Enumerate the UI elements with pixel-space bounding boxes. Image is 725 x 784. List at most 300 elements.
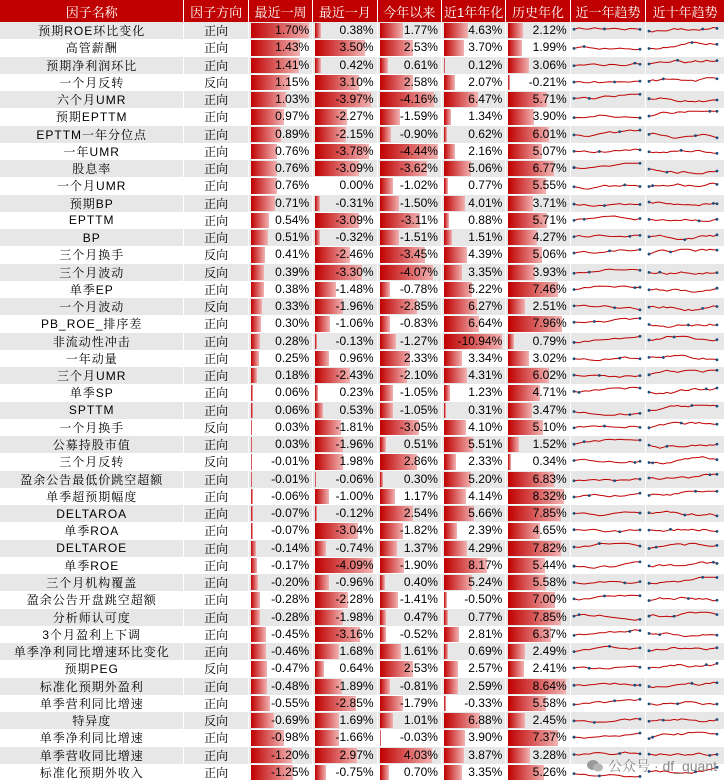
value-ytd: 4.03% — [403, 747, 438, 762]
cell-week — [248, 281, 312, 298]
cell-1y-trend — [570, 471, 646, 488]
value-week: 0.03% — [275, 437, 310, 451]
bar-month — [315, 472, 316, 487]
cell-week — [248, 591, 312, 608]
cell-ytd — [377, 574, 441, 591]
cell-1y-trend — [570, 22, 646, 39]
header-1y-trend[interactable]: 近一年趋势 — [570, 0, 646, 22]
cell-hist — [506, 246, 570, 263]
cell-month — [313, 229, 377, 246]
sparkline-1y-marker-2 — [618, 130, 621, 133]
value-y1: 3.35% — [468, 264, 503, 279]
sparkline-1y-marker-0 — [572, 202, 575, 205]
cell-month — [313, 108, 377, 125]
sparkline-10y — [646, 574, 720, 591]
sparkline-10y-marker-2 — [694, 134, 697, 137]
cell-y1 — [441, 212, 505, 229]
value-ytd: 0.70% — [403, 764, 438, 779]
sparkline-1y-line — [574, 203, 640, 206]
cell-1y-trend — [570, 557, 646, 574]
sparkline-10y-line — [649, 753, 717, 755]
cell-month — [313, 678, 377, 695]
value-hist: 3.90% — [532, 109, 567, 124]
factor-direction: 正向 — [184, 367, 248, 384]
sparkline-1y-marker-2 — [588, 667, 591, 670]
sparkline-10y-marker-1 — [716, 99, 719, 102]
value-month: -0.13% — [335, 333, 374, 348]
sparkline-1y-marker-1 — [638, 732, 641, 735]
sparkline-10y-line — [649, 150, 717, 153]
sparkline-1y — [571, 660, 643, 677]
cell-1y-trend — [570, 574, 646, 591]
sparkline-1y — [571, 22, 643, 39]
bar-y1 — [444, 679, 458, 694]
value-month: 2.97% — [339, 747, 374, 762]
bar-y1 — [444, 765, 462, 780]
sparkline-10y-marker-1 — [716, 27, 719, 30]
table-row — [0, 91, 725, 108]
sparkline-1y-marker-2 — [613, 81, 616, 84]
cell-month — [313, 350, 377, 367]
sparkline-1y-marker-2 — [608, 250, 611, 253]
bar-hist — [508, 661, 524, 676]
sparkline-1y — [571, 505, 643, 522]
cell-1y-trend — [570, 160, 646, 177]
header-1y-annualized[interactable]: 近1年年化 — [441, 0, 505, 22]
sparkline-10y-marker-1 — [716, 530, 719, 533]
header-row — [0, 0, 725, 22]
value-week: -0.46% — [271, 644, 310, 658]
value-y1: 2.39% — [468, 523, 503, 538]
factor-name: 一个月波动 — [0, 298, 184, 315]
value-y1: 0.12% — [468, 57, 503, 72]
cell-week — [248, 160, 312, 177]
cell-week — [248, 57, 312, 74]
factor-direction: 正向 — [184, 315, 248, 332]
factor-name: 特异度 — [0, 712, 184, 729]
cell-hist — [506, 695, 570, 712]
sparkline-10y-marker-2 — [687, 597, 690, 600]
sparkline-10y-marker-2 — [712, 202, 715, 205]
sparkline-1y-marker-1 — [638, 426, 641, 429]
sparkline-10y-marker-0 — [648, 356, 651, 359]
sparkline-10y-marker-2 — [659, 270, 662, 273]
value-hist: 0.34% — [532, 454, 567, 469]
value-y1: 4.29% — [468, 540, 503, 555]
sparkline-1y — [571, 384, 643, 401]
sparkline-1y-marker-1 — [638, 544, 641, 547]
factor-direction: 正向 — [184, 488, 248, 505]
sparkline-10y-marker-1 — [716, 305, 719, 308]
watermark — [586, 756, 717, 776]
bar-week — [251, 575, 258, 590]
bar-ytd — [380, 575, 385, 590]
sparkline-1y-marker-1 — [638, 629, 641, 632]
sparkline-10y-line — [649, 98, 717, 102]
sparkline-1y — [571, 108, 643, 125]
sparkline-10y-marker-1 — [716, 234, 719, 237]
sparkline-10y-marker-2 — [687, 324, 690, 327]
bar-y1 — [444, 592, 447, 607]
sparkline-1y-marker-2 — [572, 166, 575, 169]
sparkline-10y-marker-2 — [691, 41, 694, 44]
table-row — [0, 453, 725, 470]
bar-ytd — [380, 334, 397, 349]
factor-name: 非流动性冲击 — [0, 333, 184, 350]
bar-ytd — [380, 58, 388, 73]
value-hist: 2.51% — [532, 299, 567, 313]
bar-y1 — [444, 696, 446, 711]
sparkline-10y-line — [649, 60, 717, 64]
sparkline-10y — [646, 264, 720, 281]
sparkline-1y-marker-2 — [628, 413, 631, 416]
sparkline-10y-marker-1 — [716, 562, 719, 565]
value-hist: 7.37% — [532, 730, 567, 745]
sparkline-1y-marker-1 — [638, 335, 641, 338]
sparkline-1y-line — [574, 115, 640, 118]
sparkline-10y-marker-1 — [716, 702, 719, 705]
cell-ytd — [377, 643, 441, 660]
bar-week — [251, 558, 257, 573]
watermark-text: 公众号 · df_quant — [608, 758, 717, 774]
cell-week — [248, 747, 312, 764]
value-month: 0.23% — [339, 385, 374, 400]
bar-hist — [508, 454, 510, 469]
sparkline-10y — [646, 74, 720, 91]
sparkline-10y-marker-1 — [716, 544, 719, 547]
value-month: 0.96% — [339, 350, 374, 365]
bar-ytd — [380, 592, 398, 607]
sparkline-10y-marker-1 — [716, 358, 719, 361]
cell-month — [313, 643, 377, 660]
cell-hist — [506, 229, 570, 246]
table-body — [0, 22, 725, 781]
cell-week — [248, 729, 312, 746]
cell-month — [313, 195, 377, 212]
bar-y1 — [444, 196, 465, 211]
value-week: 1.43% — [275, 40, 310, 55]
sparkline-1y-marker-2 — [588, 270, 591, 273]
sparkline-10y-marker-0 — [648, 62, 651, 65]
cell-10y-trend — [646, 22, 725, 39]
factor-name: 单季EP — [0, 281, 184, 298]
value-hist: 5.55% — [532, 178, 567, 193]
bar-ytd — [380, 679, 391, 694]
cell-hist — [506, 419, 570, 436]
header-hist-annualized[interactable]: 历史年化 — [506, 0, 570, 22]
sparkline-1y-marker-0 — [572, 390, 575, 393]
cell-10y-trend — [646, 471, 725, 488]
factor-name: 一年UMR — [0, 143, 184, 160]
sparkline-10y — [646, 91, 720, 108]
value-hist: 7.85% — [532, 506, 567, 520]
cell-month — [313, 91, 377, 108]
cell-hist — [506, 402, 570, 419]
sparkline-1y-marker-0 — [572, 443, 575, 446]
factor-name: 三个月波动 — [0, 264, 184, 281]
bar-week — [251, 334, 261, 349]
sparkline-10y-marker-1 — [716, 647, 719, 650]
sparkline-10y-line — [649, 202, 717, 206]
value-hist: 6.02% — [532, 368, 567, 382]
header-direction[interactable]: 因子方向 — [184, 0, 248, 22]
cell-y1 — [441, 540, 505, 557]
cell-hist — [506, 126, 570, 143]
value-y1: -10.94% — [457, 333, 503, 348]
cell-10y-trend — [646, 350, 725, 367]
sparkline-1y — [571, 212, 643, 229]
sparkline-10y-line — [649, 719, 717, 722]
sparkline-10y-marker-1 — [716, 43, 719, 46]
sparkline-1y-marker-2 — [572, 565, 575, 568]
factor-direction: 正向 — [184, 160, 248, 177]
factor-name: BP — [0, 229, 184, 246]
sparkline-10y-marker-0 — [648, 494, 651, 497]
sparkline-10y — [646, 488, 720, 505]
cell-ytd — [377, 419, 441, 436]
cell-week — [248, 471, 312, 488]
table-row — [0, 626, 725, 643]
bar-ytd — [380, 178, 393, 193]
bar-y1 — [444, 730, 465, 745]
bar-hist — [508, 351, 528, 366]
value-ytd: -1.79% — [399, 695, 438, 710]
bar-hist — [508, 58, 529, 73]
factor-direction: 正向 — [184, 505, 248, 522]
bar-ytd — [380, 627, 387, 642]
sparkline-1y-line — [574, 614, 640, 620]
value-ytd: -1.59% — [399, 109, 438, 124]
cell-1y-trend — [570, 591, 646, 608]
value-week: 1.15% — [275, 74, 310, 89]
cell-month — [313, 281, 377, 298]
table-row — [0, 350, 725, 367]
factor-direction: 正向 — [184, 557, 248, 574]
sparkline-10y-marker-1 — [716, 183, 719, 186]
value-ytd: -1.51% — [399, 230, 438, 244]
value-ytd: -0.03% — [399, 730, 438, 745]
factor-direction: 反向 — [184, 246, 248, 263]
cell-hist — [506, 626, 570, 643]
sparkline-1y — [571, 126, 643, 143]
bar-ytd — [380, 282, 390, 297]
cell-1y-trend — [570, 729, 646, 746]
bar-hist — [508, 644, 525, 659]
sparkline-1y-marker-0 — [572, 47, 575, 50]
sparkline-1y-marker-1 — [638, 93, 641, 96]
table-row — [0, 108, 725, 125]
sparkline-1y-marker-2 — [582, 218, 585, 221]
header-week[interactable]: 最近一周 — [248, 0, 312, 22]
sparkline-10y-marker-0 — [648, 720, 651, 723]
sparkline-1y-marker-1 — [638, 128, 641, 131]
cell-month — [313, 764, 377, 781]
sparkline-1y-marker-2 — [638, 117, 641, 120]
sparkline-1y-marker-0 — [572, 305, 575, 308]
bar-hist — [508, 403, 531, 418]
sparkline-1y-marker-1 — [638, 618, 641, 621]
value-week: -0.28% — [271, 609, 310, 624]
bar-hist — [508, 437, 518, 452]
sparkline-1y-marker-0 — [572, 81, 575, 84]
value-y1: 0.62% — [468, 126, 503, 141]
value-month: -1.06% — [335, 316, 374, 331]
bar-week — [251, 696, 270, 711]
sparkline-10y — [646, 695, 720, 712]
bar-y1 — [444, 230, 452, 245]
sparkline-1y-marker-0 — [572, 703, 575, 706]
sparkline-10y-marker-1 — [716, 662, 719, 665]
header-month[interactable]: 最近一月 — [313, 0, 377, 22]
value-ytd: 2.58% — [403, 74, 438, 89]
cell-hist — [506, 660, 570, 677]
cell-month — [313, 712, 377, 729]
value-ytd: -1.41% — [399, 592, 438, 607]
sparkline-1y — [571, 298, 643, 315]
sparkline-1y-marker-2 — [633, 683, 636, 686]
cell-week — [248, 764, 312, 781]
value-ytd: -1.02% — [399, 178, 438, 193]
factor-name: 标准化预期外收入 — [0, 764, 184, 781]
value-ytd: 0.30% — [403, 471, 438, 486]
sparkline-1y — [571, 436, 643, 453]
sparkline-10y-marker-2 — [716, 287, 719, 290]
cell-1y-trend — [570, 126, 646, 143]
bar-month — [315, 23, 320, 38]
cell-ytd — [377, 729, 441, 746]
value-month: -0.06% — [335, 471, 374, 486]
header-ytd[interactable]: 今年以来 — [377, 0, 441, 22]
sparkline-1y-marker-0 — [572, 252, 575, 255]
cell-ytd — [377, 212, 441, 229]
cell-y1 — [441, 22, 505, 39]
factor-direction: 正向 — [184, 91, 248, 108]
cell-hist — [506, 609, 570, 626]
sparkline-10y — [646, 108, 720, 125]
cell-week — [248, 143, 312, 160]
cell-ytd — [377, 488, 441, 505]
cell-ytd — [377, 315, 441, 332]
sparkline-1y-marker-2 — [633, 286, 636, 289]
sparkline-1y-marker-0 — [572, 529, 575, 532]
value-hist: 5.06% — [532, 247, 567, 262]
cell-hist — [506, 384, 570, 401]
bar-y1 — [444, 23, 469, 38]
sparkline-1y — [571, 315, 643, 332]
sparkline-10y-marker-2 — [680, 149, 683, 152]
bar-week — [251, 472, 252, 487]
cell-week — [248, 212, 312, 229]
value-hist: 5.58% — [532, 695, 567, 710]
value-month: -0.32% — [335, 230, 374, 244]
cell-ytd — [377, 333, 441, 350]
bar-y1 — [444, 58, 445, 73]
value-y1: 6.64% — [468, 316, 503, 331]
bar-y1 — [444, 541, 467, 556]
bar-hist — [508, 75, 509, 90]
bar-ytd — [380, 437, 387, 452]
bar-week — [251, 196, 275, 211]
sparkline-10y — [646, 367, 720, 384]
sparkline-1y — [571, 540, 643, 557]
sparkline-10y-marker-2 — [677, 59, 680, 62]
value-week: 0.30% — [275, 316, 310, 331]
sparkline-10y-marker-2 — [712, 561, 715, 564]
factor-direction: 正向 — [184, 643, 248, 660]
sparkline-1y-marker-0 — [572, 410, 575, 413]
value-hist: 5.71% — [532, 212, 567, 227]
cell-week — [248, 436, 312, 453]
bar-month — [315, 661, 324, 676]
value-ytd: -3.62% — [399, 161, 438, 175]
value-hist: 7.46% — [532, 281, 567, 296]
header-factor-name[interactable]: 因子名称 — [0, 0, 184, 22]
cell-hist — [506, 195, 570, 212]
cell-10y-trend — [646, 74, 725, 91]
sparkline-1y-marker-0 — [572, 288, 575, 291]
sparkline-10y — [646, 626, 720, 643]
sparkline-10y-marker-2 — [673, 335, 676, 338]
cell-month — [313, 522, 377, 539]
cell-week — [248, 298, 312, 315]
sparkline-1y-marker-2 — [628, 630, 631, 633]
value-hist: 5.26% — [532, 764, 567, 779]
cell-ytd — [377, 678, 441, 695]
cell-y1 — [441, 281, 505, 298]
value-hist: 4.65% — [532, 523, 567, 538]
sparkline-1y-marker-1 — [638, 234, 641, 237]
cell-y1 — [441, 177, 505, 194]
cell-1y-trend — [570, 91, 646, 108]
bar-week — [251, 282, 264, 297]
sparkline-10y — [646, 402, 720, 419]
cell-month — [313, 747, 377, 764]
factor-direction: 反向 — [184, 453, 248, 470]
bar-ytd — [380, 541, 398, 556]
table-row — [0, 195, 725, 212]
cell-y1 — [441, 384, 505, 401]
factor-direction: 反向 — [184, 74, 248, 91]
sparkline-1y-line — [574, 530, 640, 533]
sparkline-1y-line — [574, 752, 640, 755]
cell-month — [313, 367, 377, 384]
sparkline-10y-marker-0 — [648, 444, 651, 447]
factor-direction: 正向 — [184, 626, 248, 643]
sparkline-1y-line — [574, 357, 640, 361]
sparkline-10y-marker-2 — [669, 251, 672, 254]
value-month: 1.98% — [339, 454, 374, 469]
value-week: 0.39% — [275, 264, 310, 279]
cell-month — [313, 22, 377, 39]
sparkline-10y-marker-2 — [659, 633, 662, 636]
cell-month — [313, 264, 377, 281]
cell-ytd — [377, 402, 441, 419]
cell-10y-trend — [646, 298, 725, 315]
sparkline-10y-line — [649, 457, 717, 464]
sparkline-10y — [646, 643, 720, 660]
sparkline-1y-line — [574, 460, 640, 464]
bar-week — [251, 161, 277, 176]
value-hist: 3.71% — [532, 195, 567, 210]
bar-week — [251, 420, 252, 435]
cell-week — [248, 74, 312, 91]
header-10y-trend[interactable]: 近十年趋势 — [646, 0, 725, 22]
cell-week — [248, 350, 312, 367]
value-hist: 3.06% — [532, 57, 567, 72]
sparkline-10y-marker-1 — [716, 338, 719, 341]
factor-name: 单季净利同比增速环比变化 — [0, 643, 184, 660]
value-ytd: -1.27% — [399, 333, 438, 348]
